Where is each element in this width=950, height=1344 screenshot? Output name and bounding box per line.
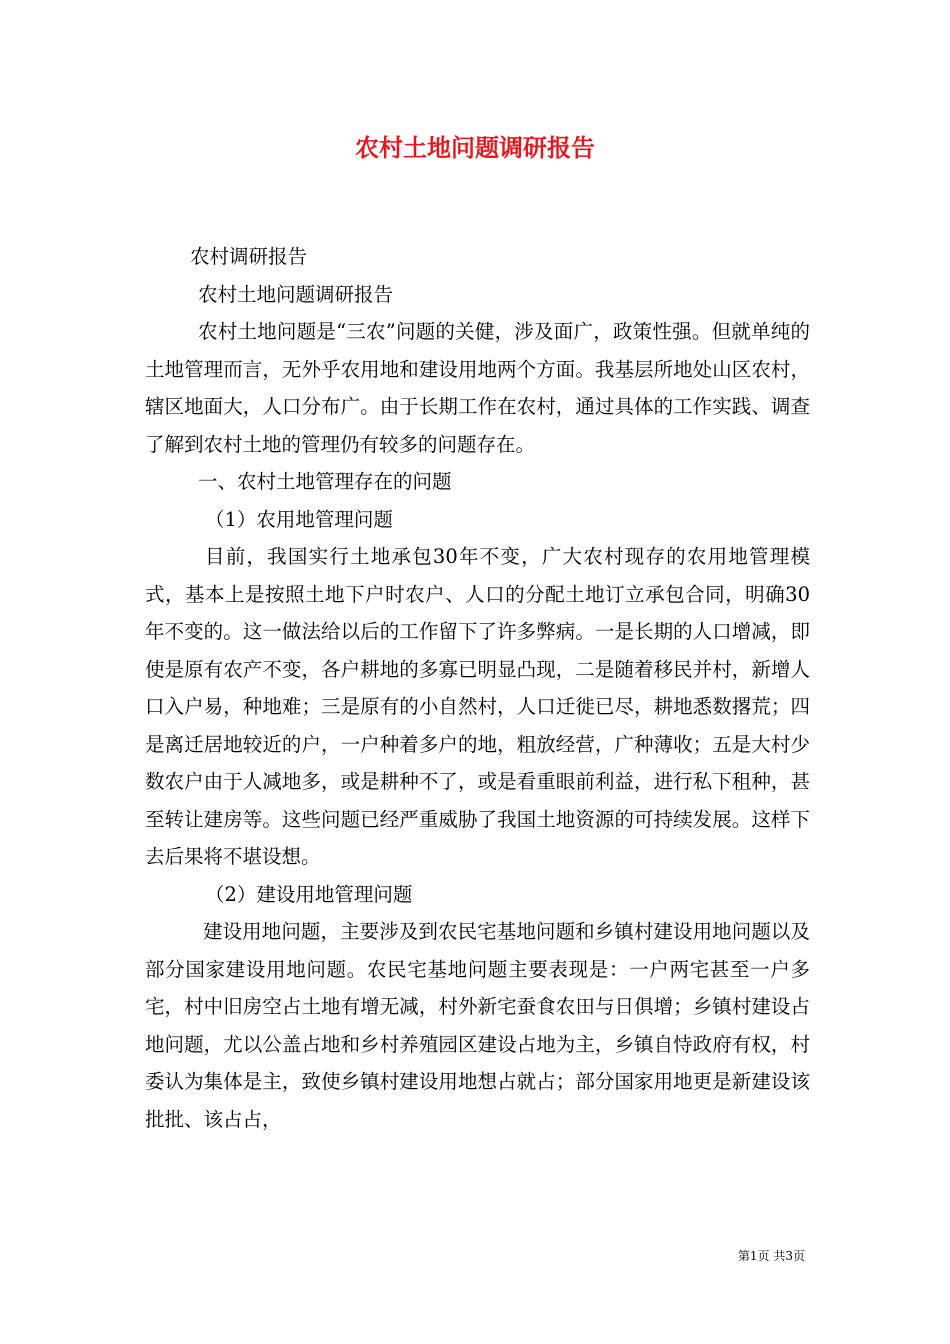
document-title: 农村土地问题调研报告 [355, 133, 595, 162]
paragraph-intro: 农村土地问题是“三农”问题的关健，涉及面广，政策性强。但就单纯的土地管理而言，无外乎农用地和建设用地两个方面。我基层所地处山区农村，辖区地面大，人口分布广。由于长期工作在农村，通过具体的工作实践、调查了解到农村土地的管理仍有较多的问题存在。 [145, 320, 810, 456]
subsection-heading-agricultural-land: （1）农用地管理问题 [205, 507, 393, 531]
paragraph-agricultural-land: 目前，我国实行土地承包30年不变，广大农村现存的农用地管理模式，基本上是按照土地下户时农户、人口的分配土地订立承包合同，明确30年不变的。这一做法给以后的工作留下了许多弊病。一是长期的人口增减，即使是原有农产不变，各户耕地的多寡已明显凸现，二是随着移民并村，新增人口入户易，种地难；三是原有的小自然村，人口迁徙已尽，耕地悉数撂荒；四是离迁居地较近的户，一户种着多户的地，粗放经营，广种薄收；五是大村少数农户由于人减地多，或是耕种不了，或是看重眼前利益，进行私下租种，甚至转让建房等。这些问题已经严重威胁了我国土地资源的可持续发展。这样下去后果将不堪设想。 [145, 545, 810, 868]
section-heading-problems: 一、农村土地管理存在的问题 [198, 470, 452, 493]
document-body [145, 238, 810, 1138]
subsection-heading-construction-land: （2）建设用地管理问题 [205, 882, 413, 906]
paragraph-heading-land-report: 农村土地问题调研报告 [198, 282, 394, 306]
page-number-footer: 第1页 共3页 [737, 1249, 805, 1263]
paragraph-construction-land: 建设用地问题，主要涉及到农民宅基地问题和乡镇村建设用地问题以及部分国家建设用地问题。农民宅基地问题主要表现是：一户两宅甚至一户多宅，村中旧房空占土地有增无减，村外新宅蚕食农田与日俱增；乡镇村建设占地问题，尤以公盖占地和乡村养殖园区建设占地为主，乡镇自恃政府有权，村委认为集体是主，致使乡镇村建设用地想占就占；部分国家用地更是新建设该批批、该占占， [145, 920, 810, 1131]
paragraph-heading-rural-report: 农村调研报告 [190, 245, 308, 268]
